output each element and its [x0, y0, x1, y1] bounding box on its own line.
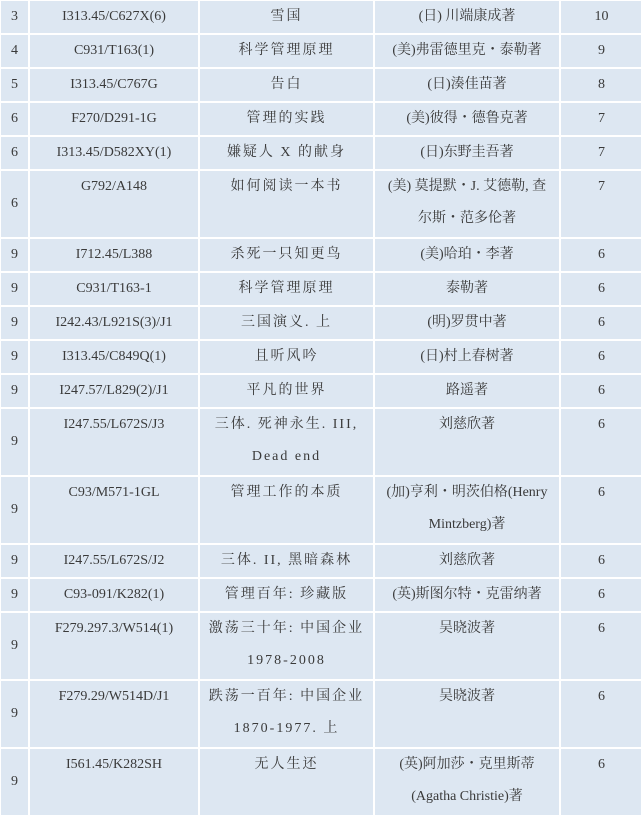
author-cell: (美)哈珀・李著 [375, 239, 559, 271]
table-row [1, 35, 641, 67]
rank-cell: 9 [1, 341, 28, 373]
title-cell: 管理百年: 珍藏版 [200, 579, 373, 611]
call-number-cell: I313.45/D582XY(1) [30, 137, 198, 169]
count-cell: 6 [561, 239, 641, 271]
call-number-cell: C931/T163-1 [30, 273, 198, 305]
author-cell: (明)罗贯中著 [375, 307, 559, 339]
rank-cell: 9 [1, 409, 28, 475]
rank-cell: 9 [1, 307, 28, 339]
author-cell: (美) 莫提默・J. 艾德勒, 查尔斯・范多伦著 [375, 171, 559, 237]
author-cell: 吴晓波著 [375, 681, 559, 747]
call-number-cell: I313.45/C627X(6) [30, 1, 198, 33]
rank-cell: 9 [1, 545, 28, 577]
table-row [1, 681, 641, 747]
call-number-cell: C931/T163(1) [30, 35, 198, 67]
count-cell: 7 [561, 171, 641, 237]
count-cell: 6 [561, 545, 641, 577]
count-cell: 7 [561, 103, 641, 135]
table-row [1, 1, 641, 33]
call-number-cell: I242.43/L921S(3)/J1 [30, 307, 198, 339]
title-cell: 告白 [200, 69, 373, 101]
table-row [1, 579, 641, 611]
call-number-cell: F270/D291-1G [30, 103, 198, 135]
count-cell: 6 [561, 273, 641, 305]
table-row [1, 613, 641, 679]
title-cell: 管理工作的本质 [200, 477, 373, 543]
author-cell: 刘慈欣著 [375, 409, 559, 475]
count-cell: 6 [561, 375, 641, 407]
count-cell: 6 [561, 749, 641, 815]
table-row [1, 137, 641, 169]
rank-cell: 9 [1, 749, 28, 815]
call-number-cell: I247.55/L672S/J3 [30, 409, 198, 475]
count-cell: 9 [561, 35, 641, 67]
call-number-cell: C93/M571-1GL [30, 477, 198, 543]
table-row [1, 239, 641, 271]
rank-cell: 5 [1, 69, 28, 101]
rank-cell: 9 [1, 375, 28, 407]
author-cell: 泰勒著 [375, 273, 559, 305]
author-cell: (日) 川端康成著 [375, 1, 559, 33]
count-cell: 6 [561, 681, 641, 747]
rank-cell: 9 [1, 613, 28, 679]
title-cell: 科学管理原理 [200, 35, 373, 67]
rank-cell: 9 [1, 239, 28, 271]
call-number-cell: I561.45/K282SH [30, 749, 198, 815]
rank-cell: 9 [1, 273, 28, 305]
table-row [1, 545, 641, 577]
call-number-cell: I313.45/C849Q(1) [30, 341, 198, 373]
count-cell: 8 [561, 69, 641, 101]
rank-cell: 6 [1, 137, 28, 169]
table-row [1, 409, 641, 475]
table-row [1, 273, 641, 305]
title-cell: 科学管理原理 [200, 273, 373, 305]
count-cell: 6 [561, 579, 641, 611]
count-cell: 6 [561, 613, 641, 679]
author-cell: (加)亨利・明茨伯格(Henry Mintzberg)著 [375, 477, 559, 543]
author-cell: (美)彼得・德鲁克著 [375, 103, 559, 135]
table-row [1, 69, 641, 101]
call-number-cell: F279.297.3/W514(1) [30, 613, 198, 679]
rank-cell: 3 [1, 1, 28, 33]
title-cell: 激荡三十年: 中国企业 1978-2008 [200, 613, 373, 679]
title-cell: 管理的实践 [200, 103, 373, 135]
count-cell: 6 [561, 477, 641, 543]
call-number-cell: I712.45/L388 [30, 239, 198, 271]
rank-cell: 6 [1, 103, 28, 135]
title-cell: 平凡的世界 [200, 375, 373, 407]
count-cell: 10 [561, 1, 641, 33]
call-number-cell: I247.55/L672S/J2 [30, 545, 198, 577]
title-cell: 三体. 死神永生. III, Dead end [200, 409, 373, 475]
author-cell: 吴晓波著 [375, 613, 559, 679]
author-cell: (日)湊佳苗著 [375, 69, 559, 101]
table-row [1, 103, 641, 135]
author-cell: (美)弗雷德里克・泰勒著 [375, 35, 559, 67]
author-cell: (英)斯图尔特・克雷纳著 [375, 579, 559, 611]
author-cell: (英)阿加莎・克里斯蒂 (Agatha Christie)著 [375, 749, 559, 815]
rank-cell: 9 [1, 681, 28, 747]
count-cell: 7 [561, 137, 641, 169]
call-number-cell: I313.45/C767G [30, 69, 198, 101]
rank-cell: 9 [1, 477, 28, 543]
rank-cell: 4 [1, 35, 28, 67]
title-cell: 杀死一只知更鸟 [200, 239, 373, 271]
count-cell: 6 [561, 307, 641, 339]
rank-cell: 6 [1, 171, 28, 237]
author-cell: (日)村上春树著 [375, 341, 559, 373]
title-cell: 嫌疑人 X 的献身 [200, 137, 373, 169]
title-cell: 三体. II, 黑暗森林 [200, 545, 373, 577]
title-cell: 且听风吟 [200, 341, 373, 373]
call-number-cell: F279.29/W514D/J1 [30, 681, 198, 747]
author-cell: 刘慈欣著 [375, 545, 559, 577]
table-row [1, 171, 641, 237]
count-cell: 6 [561, 409, 641, 475]
table-row [1, 307, 641, 339]
call-number-cell: G792/A148 [30, 171, 198, 237]
title-cell: 无人生还 [200, 749, 373, 815]
table-row [1, 341, 641, 373]
table-row [1, 477, 641, 543]
title-cell: 如何阅读一本书 [200, 171, 373, 237]
call-number-cell: I247.57/L829(2)/J1 [30, 375, 198, 407]
title-cell: 三国演义. 上 [200, 307, 373, 339]
title-cell: 雪国 [200, 1, 373, 33]
rank-cell: 9 [1, 579, 28, 611]
call-number-cell: C93-091/K282(1) [30, 579, 198, 611]
count-cell: 6 [561, 341, 641, 373]
table-row [1, 749, 641, 815]
table-body [1, 1, 641, 815]
author-cell: (日)东野圭吾著 [375, 137, 559, 169]
table-row [1, 375, 641, 407]
author-cell: 路遥著 [375, 375, 559, 407]
title-cell: 跌荡一百年: 中国企业 1870-1977. 上 [200, 681, 373, 747]
